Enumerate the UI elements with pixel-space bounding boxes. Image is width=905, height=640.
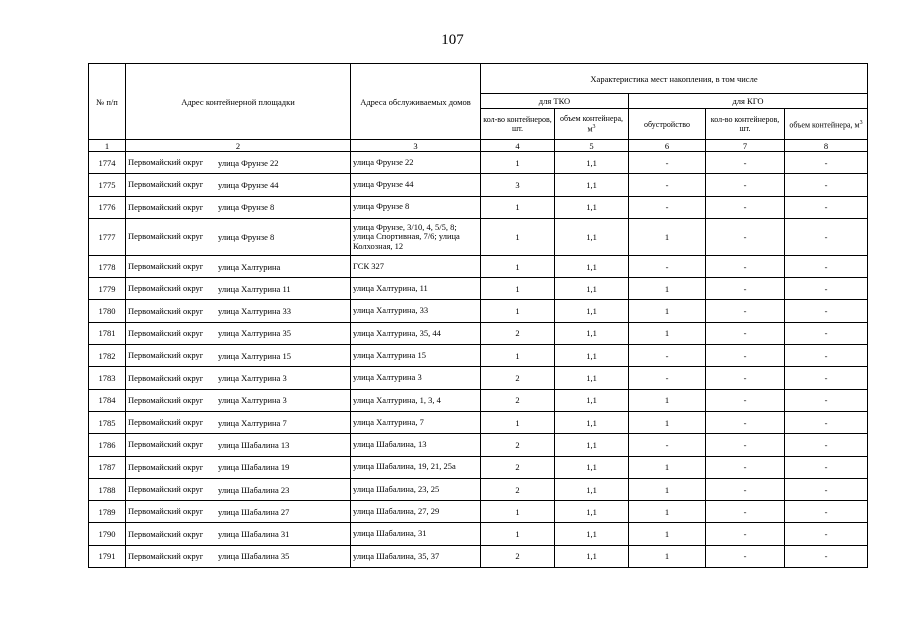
header-kgo-volume: объем контейнера, $м^3$ (785, 109, 868, 140)
kgo-volume-cell: - (785, 367, 868, 389)
kgo-volume-cell: - (785, 501, 868, 523)
district-name: Первомайский округ (128, 283, 204, 294)
page-number: 107 (441, 32, 464, 48)
kgo-setup-cell: - (629, 174, 706, 196)
served-addresses-cell: улица Шабалина, 31 (351, 523, 481, 545)
kgo-setup-cell: 1 (629, 218, 706, 255)
kgo-count-cell: - (706, 322, 785, 344)
kgo-setup-cell: - (629, 345, 706, 367)
tko-count-cell: 1 (481, 152, 555, 174)
street-address: улица Халтурина 7 (218, 417, 287, 428)
kgo-count-cell: - (706, 218, 785, 255)
street-address: улица Фрунзе 8 (218, 202, 275, 213)
container-address-cell (126, 322, 351, 344)
street-address: улица Шабалина 19 (218, 462, 290, 473)
tko-volume-cell: 1,1 (555, 345, 629, 367)
table-row (89, 278, 868, 300)
tko-volume-cell: 1,1 (555, 411, 629, 433)
served-addresses-cell: улица Халтурина, 35, 44 (351, 322, 481, 344)
district-name: Первомайский округ (128, 201, 204, 212)
kgo-volume-cell: - (785, 278, 868, 300)
kgo-setup-cell: 1 (629, 300, 706, 322)
street-address: улица Халтурина (218, 261, 281, 272)
district-name: Первомайский округ (128, 528, 204, 539)
tko-count-cell: 2 (481, 478, 555, 500)
kgo-setup-cell: - (629, 367, 706, 389)
tko-volume-cell: 1,1 (555, 456, 629, 478)
row-number: 1781 (89, 322, 126, 344)
kgo-volume-cell: - (785, 174, 868, 196)
table-row (89, 478, 868, 500)
header-served-addresses: Адреса обслуживаемых домов (351, 64, 481, 140)
street-address: улица Халтурина 3 (218, 373, 287, 384)
table-row (89, 545, 868, 567)
kgo-count-cell: - (706, 411, 785, 433)
row-number: 1778 (89, 255, 126, 277)
kgo-count-cell: - (706, 255, 785, 277)
column-number: 3 (351, 140, 481, 152)
served-addresses-cell: улица Халтурина, 1, 3, 4 (351, 389, 481, 411)
district-name: Первомайский округ (128, 231, 204, 242)
tko-volume-cell: 1,1 (555, 278, 629, 300)
kgo-volume-cell: - (785, 196, 868, 218)
kgo-setup-cell: - (629, 434, 706, 456)
tko-count-cell: 1 (481, 523, 555, 545)
kgo-count-cell: - (706, 174, 785, 196)
table-row (89, 367, 868, 389)
street-address: улица Шабалина 27 (218, 506, 290, 517)
container-address-cell (126, 218, 351, 255)
tko-volume-cell: 1,1 (555, 152, 629, 174)
table-row (89, 345, 868, 367)
street-address: улица Халтурина 15 (218, 350, 291, 361)
kgo-volume-cell: - (785, 255, 868, 277)
column-number: 6 (629, 140, 706, 152)
tko-volume-cell: 1,1 (555, 300, 629, 322)
tko-volume-cell: 1,1 (555, 255, 629, 277)
tko-count-cell: 3 (481, 174, 555, 196)
tko-volume-cell: 1,1 (555, 218, 629, 255)
street-address: улица Шабалина 13 (218, 439, 290, 450)
tko-count-cell: 2 (481, 456, 555, 478)
kgo-volume-cell: - (785, 545, 868, 567)
container-address-cell (126, 478, 351, 500)
kgo-count-cell: - (706, 434, 785, 456)
row-number: 1775 (89, 174, 126, 196)
kgo-setup-cell: 1 (629, 545, 706, 567)
column-number: 5 (555, 140, 629, 152)
kgo-volume-cell: - (785, 322, 868, 344)
header-kgo: для КГО (629, 94, 868, 109)
served-addresses-cell: ГСК 327 (351, 255, 481, 277)
row-number: 1784 (89, 389, 126, 411)
kgo-count-cell: - (706, 456, 785, 478)
tko-count-cell: 1 (481, 501, 555, 523)
header-tko: для ТКО (481, 94, 629, 109)
header-tko-volume: объем контейнера, $м^3$ (555, 109, 629, 140)
tko-volume-cell: 1,1 (555, 196, 629, 218)
kgo-setup-cell: 1 (629, 523, 706, 545)
street-address: улица Халтурина 11 (218, 283, 291, 294)
street-address: улица Халтурина 33 (218, 306, 291, 317)
container-address-cell (126, 255, 351, 277)
district-name: Первомайский округ (128, 327, 204, 338)
container-address-cell (126, 367, 351, 389)
kgo-setup-cell: 1 (629, 478, 706, 500)
tko-count-cell: 1 (481, 218, 555, 255)
container-address-cell (126, 523, 351, 545)
served-addresses-cell: улица Шабалина, 27, 29 (351, 501, 481, 523)
kgo-count-cell: - (706, 152, 785, 174)
column-number: 1 (89, 140, 126, 152)
kgo-setup-cell: - (629, 152, 706, 174)
kgo-count-cell: - (706, 501, 785, 523)
tko-volume-cell: 1,1 (555, 174, 629, 196)
tko-count-cell: 1 (481, 300, 555, 322)
tko-count-cell: 2 (481, 367, 555, 389)
served-addresses-cell: улица Фрунзе 44 (351, 174, 481, 196)
street-address: улица Халтурина 35 (218, 328, 291, 339)
kgo-volume-cell: - (785, 523, 868, 545)
container-address-cell (126, 434, 351, 456)
kgo-setup-cell: - (629, 196, 706, 218)
tko-count-cell: 2 (481, 434, 555, 456)
row-number: 1777 (89, 218, 126, 255)
container-sites-table (88, 63, 868, 568)
tko-count-cell: 1 (481, 411, 555, 433)
container-address-cell (126, 300, 351, 322)
served-addresses-cell: улица Шабалина, 35, 37 (351, 545, 481, 567)
tko-volume-cell: 1,1 (555, 389, 629, 411)
kgo-volume-cell: - (785, 411, 868, 433)
tko-volume-cell: 1,1 (555, 367, 629, 389)
table-row (89, 523, 868, 545)
kgo-volume-cell: - (785, 152, 868, 174)
table-row (89, 174, 868, 196)
container-address-cell (126, 411, 351, 433)
tko-count-cell: 2 (481, 545, 555, 567)
column-number: 2 (126, 140, 351, 152)
table-row (89, 456, 868, 478)
district-name: Первомайский округ (128, 439, 204, 450)
table-row (89, 322, 868, 344)
served-addresses-cell: улица Фрунзе 8 (351, 196, 481, 218)
kgo-volume-cell: - (785, 389, 868, 411)
tko-volume-cell: 1,1 (555, 545, 629, 567)
district-name: Первомайский округ (128, 417, 204, 428)
table-body (89, 152, 868, 568)
row-number: 1787 (89, 456, 126, 478)
row-number: 1783 (89, 367, 126, 389)
district-name: Первомайский округ (128, 484, 204, 494)
table-row (89, 300, 868, 322)
street-address: улица Фрунзе 8 (218, 231, 275, 242)
kgo-setup-cell: 1 (629, 456, 706, 478)
table-row (89, 152, 868, 174)
tko-count-cell: 1 (481, 255, 555, 277)
kgo-setup-cell: 1 (629, 389, 706, 411)
kgo-count-cell: - (706, 523, 785, 545)
row-number: 1788 (89, 478, 126, 500)
district-name: Первомайский округ (128, 394, 204, 405)
kgo-volume-cell: - (785, 434, 868, 456)
district-name: Первомайский округ (128, 550, 204, 561)
district-name: Первомайский округ (128, 261, 204, 272)
column-number: 8 (785, 140, 868, 152)
kgo-volume-cell: - (785, 300, 868, 322)
container-address-cell (126, 278, 351, 300)
tko-count-cell: 1 (481, 345, 555, 367)
container-address-cell (126, 152, 351, 174)
district-name: Первомайский округ (128, 350, 204, 361)
container-address-cell (126, 389, 351, 411)
street-address: улица Фрунзе 44 (218, 179, 279, 190)
table-row (89, 255, 868, 277)
street-address: улица Шабалина 23 (218, 484, 290, 495)
column-number-row (89, 140, 868, 152)
tko-count-cell: 2 (481, 389, 555, 411)
tko-volume-cell: 1,1 (555, 322, 629, 344)
container-address-cell (126, 501, 351, 523)
district-name: Первомайский округ (128, 461, 204, 472)
table-row (89, 196, 868, 218)
kgo-setup-cell: - (629, 255, 706, 277)
kgo-count-cell: - (706, 278, 785, 300)
street-address: улица Халтурина 3 (218, 395, 287, 406)
tko-count-cell: 1 (481, 196, 555, 218)
served-addresses-cell: улица Шабалина, 23, 25 (351, 478, 481, 500)
served-addresses-cell: улица Халтурина 15 (351, 345, 481, 367)
kgo-count-cell: - (706, 545, 785, 567)
kgo-setup-cell: 1 (629, 411, 706, 433)
kgo-count-cell: - (706, 478, 785, 500)
served-addresses-cell: улица Фрунзе, 3/10, 4, 5/5, 8; улица Спортивная, 7/6; улица Колхозная, 12 (351, 218, 481, 255)
tko-volume-cell: 1,1 (555, 523, 629, 545)
served-addresses-cell: улица Халтурина, 11 (351, 278, 481, 300)
container-address-cell (126, 456, 351, 478)
header-kgo-setup: обустройство (629, 109, 706, 140)
row-number: 1791 (89, 545, 126, 567)
kgo-count-cell: - (706, 345, 785, 367)
served-addresses-cell: улица Шабалина, 13 (351, 434, 481, 456)
row-number: 1785 (89, 411, 126, 433)
container-address-cell (126, 545, 351, 567)
served-addresses-cell: улица Халтурина, 33 (351, 300, 481, 322)
container-address-cell (126, 196, 351, 218)
served-addresses-cell: улица Шабалина, 19, 21, 25а (351, 456, 481, 478)
header-characteristics: Характеристика мест накопления, в том числе (481, 64, 868, 94)
street-address: улица Фрунзе 22 (218, 157, 279, 168)
street-address: улица Шабалина 35 (218, 551, 290, 562)
tko-count-cell: 1 (481, 278, 555, 300)
tko-volume-cell: 1,1 (555, 478, 629, 500)
header-kgo-count: кол-во контейнеров, шт. (706, 109, 785, 140)
table-row (89, 411, 868, 433)
tko-volume-cell: 1,1 (555, 501, 629, 523)
district-name: Первомайский округ (128, 506, 204, 517)
table-row (89, 501, 868, 523)
tko-count-cell: 2 (481, 322, 555, 344)
container-address-cell (126, 174, 351, 196)
row-number: 1782 (89, 345, 126, 367)
kgo-volume-cell: - (785, 218, 868, 255)
district-name: Первомайский округ (128, 372, 204, 383)
kgo-volume-cell: - (785, 345, 868, 367)
kgo-count-cell: - (706, 196, 785, 218)
header-container-address: Адрес контейнерной площадки (126, 64, 351, 140)
row-number: 1789 (89, 501, 126, 523)
row-number: 1779 (89, 278, 126, 300)
served-addresses-cell: улица Халтурина 3 (351, 367, 481, 389)
kgo-count-cell: - (706, 367, 785, 389)
kgo-setup-cell: 1 (629, 278, 706, 300)
kgo-count-cell: - (706, 389, 785, 411)
district-name: Первомайский округ (128, 179, 204, 190)
column-number: 7 (706, 140, 785, 152)
table-row (89, 389, 868, 411)
tko-volume-cell: 1,1 (555, 434, 629, 456)
container-address-cell (126, 345, 351, 367)
header-number: № п/п (89, 64, 126, 140)
kgo-volume-cell: - (785, 456, 868, 478)
column-number: 4 (481, 140, 555, 152)
kgo-setup-cell: 1 (629, 322, 706, 344)
kgo-volume-cell: - (785, 478, 868, 500)
district-name: Первомайский округ (128, 157, 204, 168)
kgo-count-cell: - (706, 300, 785, 322)
row-number: 1776 (89, 196, 126, 218)
header-tko-count: кол-во контейнеров, шт. (481, 109, 555, 140)
district-name: Первомайский округ (128, 305, 204, 316)
row-number: 1786 (89, 434, 126, 456)
table-row (89, 434, 868, 456)
kgo-setup-cell: 1 (629, 501, 706, 523)
row-number: 1774 (89, 152, 126, 174)
table-row (89, 218, 868, 255)
served-addresses-cell: улица Фрунзе 22 (351, 152, 481, 174)
served-addresses-cell: улица Халтурина, 7 (351, 411, 481, 433)
row-number: 1790 (89, 523, 126, 545)
row-number: 1780 (89, 300, 126, 322)
street-address: улица Шабалина 31 (218, 529, 290, 540)
